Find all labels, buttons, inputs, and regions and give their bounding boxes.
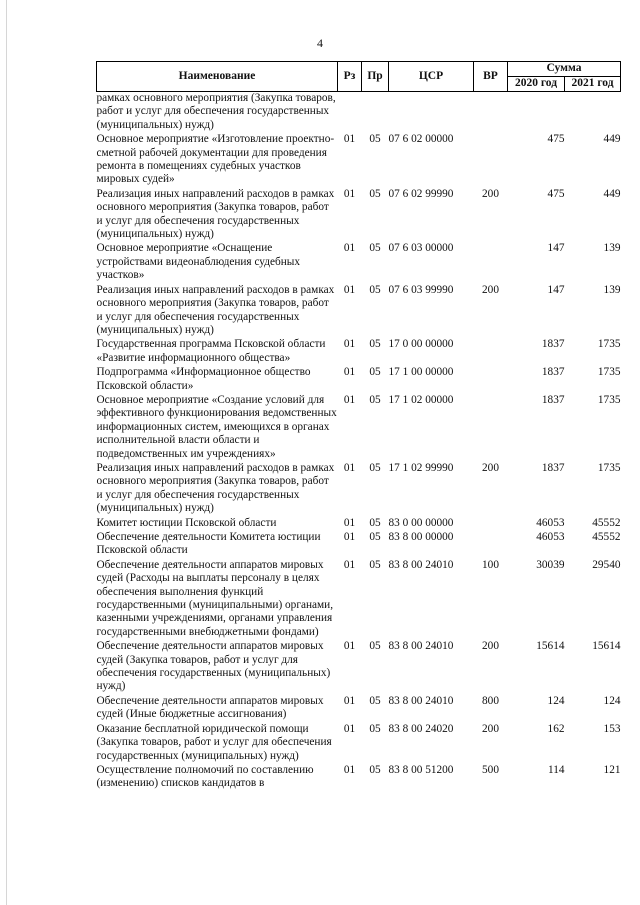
table-row <box>97 242 621 283</box>
row-vr-cell <box>474 338 508 366</box>
row-pr-cell: 05 <box>369 763 381 776</box>
scan-edge-line <box>6 0 7 905</box>
row-sum-2020-cell: 46053 <box>536 516 565 529</box>
table-row <box>97 764 621 792</box>
row-rz-cell: 01 <box>343 722 356 735</box>
row-vr-cell <box>474 517 508 531</box>
row-pr-cell: 05 <box>369 366 381 379</box>
row-vr-cell: 100 <box>482 558 499 571</box>
row-sum-2020-cell: 147 <box>547 242 565 255</box>
row-sum-2021-cell: 1735 <box>597 338 621 351</box>
row-pr-cell: 05 <box>369 516 381 529</box>
row-name-cell: рамках основного мероприятия (Закупка товаров, работ и услуг для обеспечения государственных (муниципальных) нужд) <box>96 92 336 131</box>
row-csr-cell: 83 8 00 24010 <box>388 694 454 707</box>
row-name-cell: Оказание бесплатной юридической помощи (Закупка товаров, работ и услуг для обеспечения государственных (муниципальных) нужд) <box>96 722 332 762</box>
header-year-2021: 2021 год <box>565 77 621 92</box>
row-name-cell: Реализация иных направлений расходов в рамках основного мероприятия (Закупка товаров, работ и услуг для обеспечения государственных (муниципальных) нужд) <box>96 461 335 515</box>
row-sum-2021-cell: 124 <box>603 694 621 707</box>
row-sum-2021-cell: 1735 <box>597 393 621 406</box>
row-sum-2020-cell <box>508 92 565 134</box>
header-csr: ЦСР <box>389 62 474 92</box>
row-vr-cell <box>474 92 508 134</box>
row-sum-2021-cell: 1735 <box>597 461 621 474</box>
table-row <box>97 338 621 366</box>
row-name-cell: Основное мероприятие «Изготовление проектно-сметной рабочей документации для проведения ремонта в помещениях судебных участков мировых судей» <box>96 133 335 186</box>
table-row <box>97 284 621 339</box>
row-sum-2020-cell: 1837 <box>541 461 565 474</box>
row-rz-cell: 01 <box>343 531 356 543</box>
row-sum-2021-cell: 449 <box>603 187 621 200</box>
row-rz-cell: 01 <box>343 640 356 653</box>
table-body <box>97 92 621 792</box>
table-row <box>97 531 621 559</box>
row-rz-cell: 01 <box>343 242 356 255</box>
row-sum-2020-cell: 46053 <box>536 531 565 543</box>
row-csr-cell: 83 8 00 24020 <box>388 722 454 735</box>
row-rz-cell: 01 <box>343 366 356 379</box>
row-csr-cell: 17 1 02 00000 <box>388 393 454 406</box>
row-name-cell: Реализация иных направлений расходов в рамках основного мероприятия (Закупка товаров, работ и услуг для обеспечения государственных (муниципальных) нужд) <box>96 187 335 241</box>
row-vr-cell: 800 <box>482 694 499 707</box>
row-sum-2020-cell: 147 <box>547 283 565 296</box>
row-rz-cell: 01 <box>343 338 356 351</box>
row-sum-2021-cell: 139 <box>603 283 621 296</box>
row-csr-cell: 17 1 00 00000 <box>388 366 454 379</box>
row-pr-cell: 05 <box>369 694 381 707</box>
row-pr-cell <box>362 92 389 134</box>
table-row <box>97 559 621 640</box>
row-rz-cell: 01 <box>343 283 356 296</box>
row-vr-cell: 500 <box>482 763 499 776</box>
row-name-cell: Осуществление полномочий по составлению (изменению) списков кандидатов в <box>96 763 314 790</box>
row-sum-2021-cell: 45552 <box>592 516 621 529</box>
row-csr-cell: 17 0 00 00000 <box>388 338 454 351</box>
row-csr-cell: 83 8 00 51200 <box>388 763 454 776</box>
table-row <box>97 723 621 764</box>
row-name-cell: Реализация иных направлений расходов в рамках основного мероприятия (Закупка товаров, работ и услуг для обеспечения государственных (муниципальных) нужд) <box>96 283 335 336</box>
table-row <box>97 133 621 188</box>
row-vr-cell <box>474 531 508 559</box>
row-csr-cell: 07 6 02 00000 <box>388 133 454 146</box>
row-vr-cell: 200 <box>482 461 499 474</box>
row-sum-2020-cell: 1837 <box>541 366 565 379</box>
row-rz-cell: 01 <box>343 187 356 200</box>
row-pr-cell: 05 <box>369 242 381 255</box>
table-row <box>97 394 621 462</box>
header-pr: Пр <box>362 62 389 92</box>
row-sum-2021-cell: 15614 <box>592 640 621 653</box>
row-csr-cell: 17 1 02 99990 <box>388 461 454 474</box>
row-sum-2020-cell: 1837 <box>541 338 565 351</box>
row-sum-2020-cell: 114 <box>547 763 565 776</box>
row-vr-cell <box>474 394 508 462</box>
table-row <box>97 640 621 695</box>
row-rz-cell: 01 <box>343 694 356 707</box>
row-pr-cell: 05 <box>369 722 381 735</box>
row-pr-cell: 05 <box>369 338 381 351</box>
table-row <box>97 188 621 243</box>
row-sum-2020-cell: 15614 <box>536 640 565 653</box>
page-number: 4 <box>317 36 323 50</box>
row-vr-cell <box>474 366 508 394</box>
row-sum-2020-cell: 162 <box>547 722 565 735</box>
row-csr-cell: 07 6 02 99990 <box>388 187 454 200</box>
row-sum-2021-cell: 29540 <box>592 558 621 571</box>
row-name-cell: Комитет юстиции Псковской области <box>96 516 277 529</box>
row-name-cell: Основное мероприятие «Создание условий для эффективного функционирования ведомственных информационных систем, имеющихся в органах исполнительной власти области и подведомственных им учреждениях» <box>96 393 337 460</box>
header-rz: Рз <box>338 62 362 92</box>
table-row <box>97 366 621 394</box>
row-sum-2021-cell <box>565 92 621 134</box>
table-row <box>97 92 621 134</box>
row-csr-cell: 83 8 00 24010 <box>388 558 454 571</box>
row-name-cell: Обеспечение деятельности аппаратов мировых судей (Иные бюджетные ассигнования) <box>96 694 324 721</box>
row-sum-2021-cell: 139 <box>603 242 621 255</box>
table-row <box>97 517 621 531</box>
header-vr: ВР <box>474 62 508 92</box>
row-name-cell: Обеспечение деятельности аппаратов мировых судей (Закупка товаров, работ и услуг для обеспечения государственных (муниципальных) нужд) <box>96 640 331 693</box>
row-sum-2021-cell: 1735 <box>597 366 621 379</box>
header-sum: Сумма <box>508 62 621 77</box>
row-name-cell: Обеспечение деятельности аппаратов мировых судей (Расходы на выплаты персоналу в целях обеспечения выполнения функций государственными (муниципальными) органами, казенными учреждениями, органами управления государственными внебюджетными фондами) <box>96 558 334 638</box>
table-row <box>97 462 621 517</box>
row-pr-cell: 05 <box>369 133 381 146</box>
row-vr-cell: 200 <box>482 640 499 653</box>
budget-table <box>96 61 621 792</box>
row-vr-cell: 200 <box>482 722 499 735</box>
row-rz-cell: 01 <box>343 133 356 146</box>
table-header <box>97 62 621 92</box>
row-sum-2020-cell: 1837 <box>541 393 565 406</box>
row-csr-cell: 83 8 00 00000 <box>388 531 454 543</box>
row-name-cell: Основное мероприятие «Оснащение устройствами видеонаблюдения судебных участков» <box>96 242 301 282</box>
row-vr-cell: 200 <box>482 187 499 200</box>
row-rz-cell: 01 <box>343 763 356 776</box>
row-rz-cell: 01 <box>343 393 356 406</box>
row-pr-cell: 05 <box>369 283 381 296</box>
header-name: Наименование <box>97 62 338 92</box>
row-csr-cell: 07 6 03 99990 <box>388 283 454 296</box>
row-sum-2021-cell: 153 <box>603 722 621 735</box>
row-pr-cell: 05 <box>369 640 381 653</box>
row-sum-2021-cell: 121 <box>603 763 621 776</box>
row-csr-cell: 07 6 03 00000 <box>388 242 454 255</box>
row-rz-cell: 01 <box>343 516 356 529</box>
row-pr-cell: 05 <box>369 393 381 406</box>
row-sum-2020-cell: 30039 <box>536 558 565 571</box>
row-vr-cell: 200 <box>482 283 499 296</box>
row-pr-cell: 05 <box>369 187 381 200</box>
row-pr-cell: 05 <box>369 531 381 543</box>
row-csr-cell: 83 0 00 00000 <box>388 516 454 529</box>
row-csr-cell: 83 8 00 24010 <box>388 640 454 653</box>
row-name-cell: Государственная программа Псковской области «Развитие информационного общества» <box>96 338 326 364</box>
row-sum-2020-cell: 475 <box>547 133 565 146</box>
row-vr-cell <box>474 133 508 188</box>
header-year-2020: 2020 год <box>508 77 565 92</box>
row-pr-cell: 05 <box>369 558 381 571</box>
row-pr-cell: 05 <box>369 461 381 474</box>
row-sum-2020-cell: 475 <box>547 187 565 200</box>
row-rz-cell: 01 <box>343 461 356 474</box>
row-rz-cell <box>338 92 362 134</box>
row-name-cell: Обеспечение деятельности Комитета юстиции Псковской области <box>96 531 321 557</box>
row-vr-cell <box>474 242 508 283</box>
row-name-cell: Подпрограмма «Информационное общество Псковской области» <box>96 366 311 392</box>
row-sum-2021-cell: 449 <box>603 133 621 146</box>
row-rz-cell: 01 <box>343 558 356 571</box>
row-csr-cell <box>389 92 474 134</box>
row-sum-2021-cell: 45552 <box>592 531 621 543</box>
row-sum-2020-cell: 124 <box>547 694 565 707</box>
table-row <box>97 695 621 723</box>
